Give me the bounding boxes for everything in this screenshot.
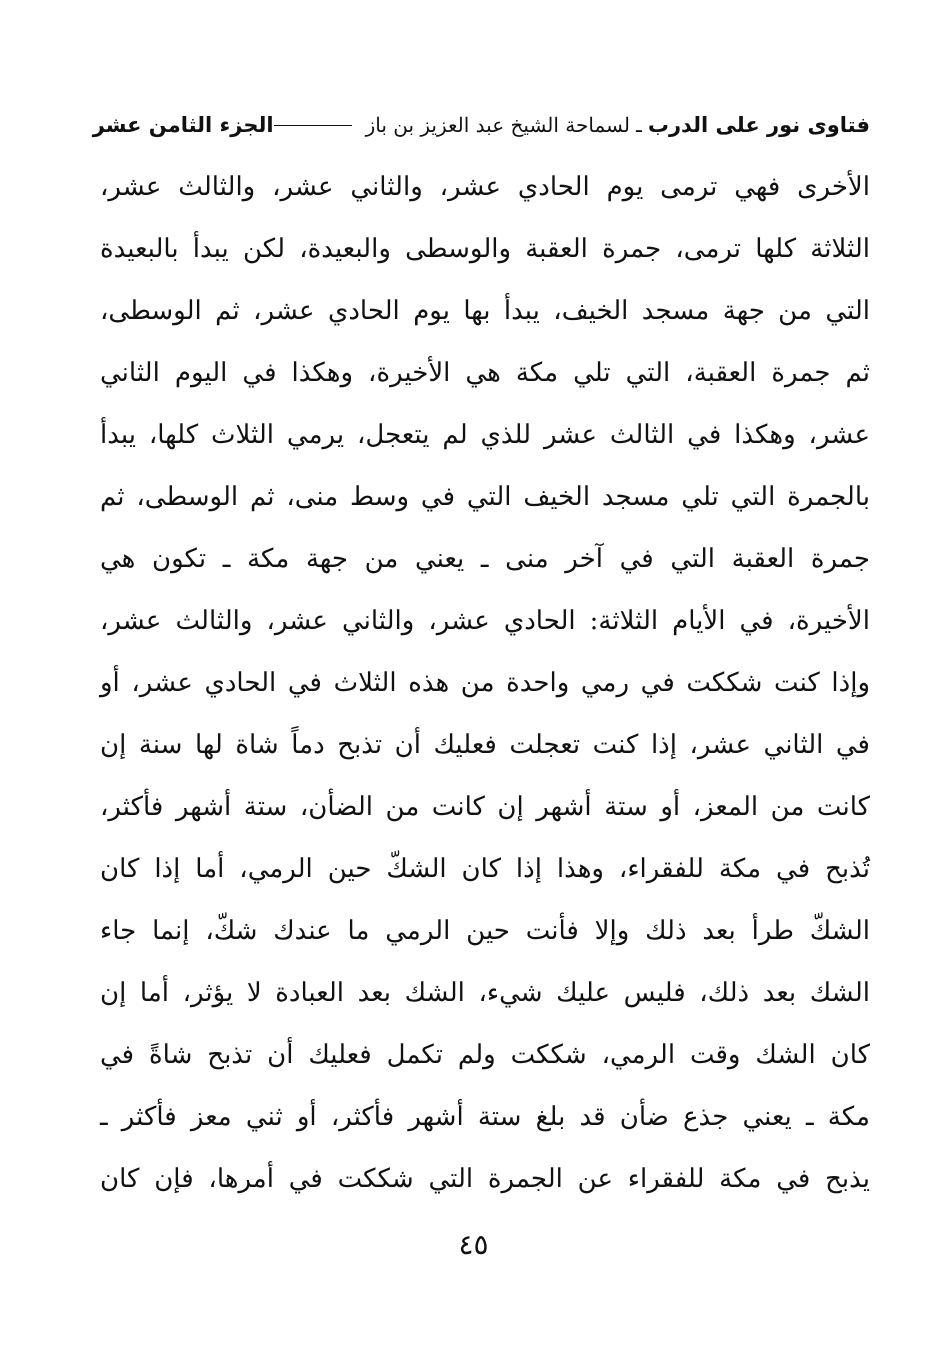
text-line: التي من جهة مسجد الخيف، يبدأ بها يوم الحادي عشر، ثم الوسطى، bbox=[100, 296, 870, 326]
text-line: الأخرى فهي ترمى يوم الحادي عشر، والثاني عشر، والثالث عشر، bbox=[100, 172, 870, 202]
fatwa-body-text bbox=[100, 156, 870, 1210]
running-header bbox=[92, 105, 870, 145]
header-right-group bbox=[274, 113, 870, 137]
text-line: بالجمرة التي تلي مسجد الخيف التي في وسط منى، ثم الوسطى، ثم bbox=[100, 482, 870, 512]
text-line: الشك بعد ذلك، فليس عليك شيء، الشك بعد العبادة لا يؤثر، أما إن bbox=[100, 978, 870, 1008]
header-separator: ـ bbox=[635, 113, 642, 137]
text-line: ثم جمرة العقبة، التي تلي مكة هي الأخيرة، وهكذا في اليوم الثاني bbox=[100, 358, 870, 388]
text-line: يذبح في مكة للفقراء عن الجمرة التي شككت في أمرها، فإن كان bbox=[100, 1164, 870, 1194]
author-name: لسماحة الشيخ عبد العزيز بن باز bbox=[365, 113, 630, 137]
book-title: فتاوى نور على الدرب bbox=[647, 113, 870, 137]
text-line: عشر، وهكذا في الثالث عشر للذي لم يتعجل، يرمي الثلاث كلها، يبدأ bbox=[100, 420, 870, 450]
header-rule bbox=[274, 125, 352, 126]
text-line: جمرة العقبة التي في آخر منى ـ يعني من جهة مكة ـ تكون هي bbox=[100, 544, 870, 574]
page-number: ٤٥ bbox=[458, 1228, 489, 1261]
text-line: كانت من المعز، أو ستة أشهر إن كانت من الضأن، ستة أشهر فأكثر، bbox=[100, 792, 870, 822]
text-line: الشكّ طرأ بعد ذلك وإلا فأنت حين الرمي ما عندك شكّ، إنما جاء bbox=[100, 916, 870, 946]
part-label: الجزء الثامن عشر bbox=[92, 113, 274, 137]
text-line: كان الشك وقت الرمي، شككت ولم تكمل فعليك أن تذبح شاةً في bbox=[100, 1040, 870, 1070]
text-line: مكة ـ يعني جذع ضأن قد بلغ ستة أشهر فأكثر، أو ثني معز فأكثر ـ bbox=[100, 1102, 870, 1132]
text-line: وإذا كنت شككت في رمي واحدة من هذه الثلاث في الحادي عشر، أو bbox=[100, 668, 870, 698]
text-line: الثلاثة كلها ترمى، جمرة العقبة والوسطى والبعيدة، لكن يبدأ بالبعيدة bbox=[100, 234, 870, 264]
text-line: في الثاني عشر، إذا كنت تعجلت فعليك أن تذبح دماً شاة لها سنة إن bbox=[100, 730, 870, 760]
text-line: تُذبح في مكة للفقراء، وهذا إذا كان الشكّ حين الرمي، أما إذا كان bbox=[100, 854, 870, 884]
text-line: الأخيرة، في الأيام الثلاثة: الحادي عشر، والثاني عشر، والثالث عشر، bbox=[100, 606, 870, 636]
